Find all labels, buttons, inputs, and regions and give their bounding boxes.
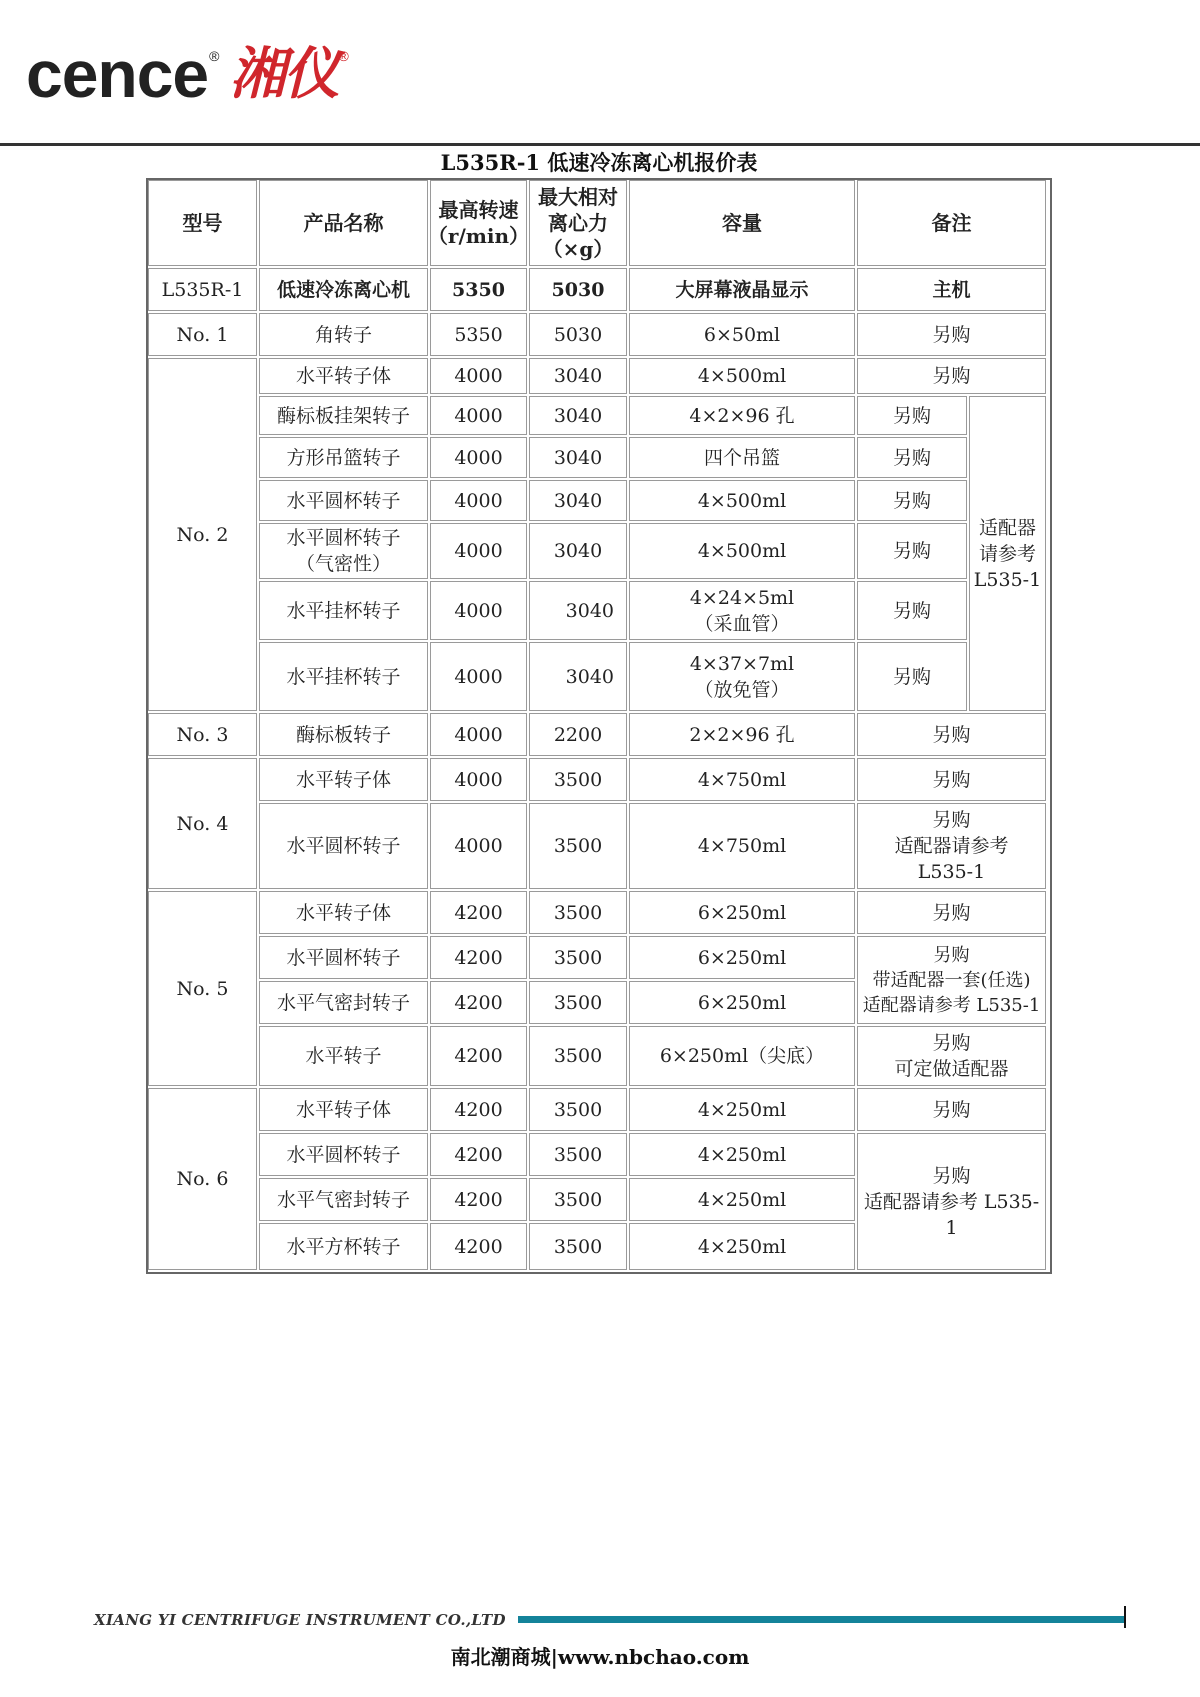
no6-r2-product: 水平圆杯转子	[259, 1133, 428, 1176]
no2-r7-capacity: 4×37×7ml （放免管）	[629, 642, 855, 711]
no4-r2-product: 水平圆杯转子	[259, 803, 428, 889]
no2-r2-remark: 另购	[857, 396, 967, 435]
no5-r3-product: 水平气密封转子	[259, 981, 428, 1024]
no4-r2-rcf: 3500	[529, 803, 627, 889]
price-table	[146, 178, 1052, 1274]
no6-r2-rcf: 3500	[529, 1133, 627, 1176]
no2-r2-speed: 4000	[430, 396, 527, 435]
no6-r1-remark: 另购	[857, 1088, 1046, 1131]
no6-r4-speed: 4200	[430, 1223, 527, 1270]
no2-r4-product: 水平圆杯转子	[259, 480, 428, 521]
no6-r4-rcf: 3500	[529, 1223, 627, 1270]
no2-r1-capacity: 4×500ml	[629, 358, 855, 394]
footer-bar	[518, 1616, 1124, 1623]
no2-r2-product: 酶标板挂架转子	[259, 396, 428, 435]
no1-speed: 5350	[430, 313, 527, 356]
no5-r4-capacity: 6×250ml（尖底）	[629, 1026, 855, 1086]
no2-r2-rcf: 3040	[529, 396, 627, 435]
no1-rcf: 5030	[529, 313, 627, 356]
no5-r1-speed: 4200	[430, 891, 527, 934]
no2-r7-product: 水平挂杯转子	[259, 642, 428, 711]
no6-r1-speed: 4200	[430, 1088, 527, 1131]
host-speed: 5350	[430, 268, 527, 311]
no4-r1-product: 水平转子体	[259, 758, 428, 801]
host-remark: 主机	[857, 268, 1046, 311]
host-product: 低速冷冻离心机	[259, 268, 428, 311]
header-model: 型号	[148, 180, 257, 266]
no2-r5-capacity: 4×500ml	[629, 523, 855, 579]
no5-r1-rcf: 3500	[529, 891, 627, 934]
no5-r3-capacity: 6×250ml	[629, 981, 855, 1024]
no2-r6-remark: 另购	[857, 581, 967, 640]
no2-r6-capacity: 4×24×5ml （采血管）	[629, 581, 855, 640]
no1-model: No. 1	[148, 313, 257, 356]
no5-r2-capacity: 6×250ml	[629, 936, 855, 979]
no4-r1-capacity: 4×750ml	[629, 758, 855, 801]
no4-model: No. 4	[148, 758, 257, 889]
no6-r3-speed: 4200	[430, 1178, 527, 1221]
no5-r1-capacity: 6×250ml	[629, 891, 855, 934]
no4-r2-speed: 4000	[430, 803, 527, 889]
no2-r5-product: 水平圆杯转子 （气密性）	[259, 523, 428, 579]
no6-r2-speed: 4200	[430, 1133, 527, 1176]
no3-speed: 4000	[430, 713, 527, 756]
host-model: L535R-1	[148, 268, 257, 311]
no2-r5-rcf: 3040	[529, 523, 627, 579]
no5-r4-rcf: 3500	[529, 1026, 627, 1086]
footer-tick	[1124, 1606, 1126, 1628]
header-product: 产品名称	[259, 180, 428, 266]
no4-r1-speed: 4000	[430, 758, 527, 801]
no4-r2-remark: 另购 适配器请参考 L535-1	[857, 803, 1046, 889]
no2-model: No. 2	[148, 358, 257, 711]
no6-r1-product: 水平转子体	[259, 1088, 428, 1131]
no1-capacity: 6×50ml	[629, 313, 855, 356]
no2-r5-speed: 4000	[430, 523, 527, 579]
no6-r3-product: 水平气密封转子	[259, 1178, 428, 1221]
page-header	[0, 0, 1200, 146]
no5-r2-rcf: 3500	[529, 936, 627, 979]
page-title: L535R-1 低速冷冻离心机报价表	[440, 150, 758, 175]
no4-r2-capacity: 4×750ml	[629, 803, 855, 889]
no2-r1-speed: 4000	[430, 358, 527, 394]
no5-r4-speed: 4200	[430, 1026, 527, 1086]
footer-site: 南北潮商城|www.nbchao.com	[450, 1645, 750, 1669]
no4-r1-rcf: 3500	[529, 758, 627, 801]
no3-rcf: 2200	[529, 713, 627, 756]
no2-r3-rcf: 3040	[529, 437, 627, 478]
no4-r1-remark: 另购	[857, 758, 1046, 801]
host-rcf: 5030	[529, 268, 627, 311]
no2-r1-rcf: 3040	[529, 358, 627, 394]
header-speed: 最高转速 （r/min）	[430, 180, 527, 266]
registered-mark-2: ®	[338, 48, 349, 64]
no2-r5-remark: 另购	[857, 523, 967, 579]
no3-model: No. 3	[148, 713, 257, 756]
no3-remark: 另购	[857, 713, 1046, 756]
no6-model: No. 6	[148, 1088, 257, 1270]
no2-r6-speed: 4000	[430, 581, 527, 640]
footer-company: XIANG YI CENTRIFUGE INSTRUMENT CO.,LTD	[94, 1611, 506, 1629]
no2-r7-speed: 4000	[430, 642, 527, 711]
no2-r3-product: 方形吊篮转子	[259, 437, 428, 478]
no5-r2-product: 水平圆杯转子	[259, 936, 428, 979]
no6-r4-product: 水平方杯转子	[259, 1223, 428, 1270]
no6-r234-remark: 另购 适配器请参考 L535-1	[857, 1133, 1046, 1270]
header-rcf: 最大相对 离心力 （×g）	[529, 180, 627, 266]
no2-r7-rcf: 3040	[529, 642, 627, 711]
no6-r3-rcf: 3500	[529, 1178, 627, 1221]
no5-r2-speed: 4200	[430, 936, 527, 979]
no5-r3-speed: 4200	[430, 981, 527, 1024]
no2-r4-remark: 另购	[857, 480, 967, 521]
no2-r4-capacity: 4×500ml	[629, 480, 855, 521]
no5-r1-remark: 另购	[857, 891, 1046, 934]
no2-r3-remark: 另购	[857, 437, 967, 478]
no2-r3-capacity: 四个吊篮	[629, 437, 855, 478]
no3-product: 酶标板转子	[259, 713, 428, 756]
no1-remark: 另购	[857, 313, 1046, 356]
brand-logo	[26, 36, 349, 116]
brand-chinese: 湘仪	[229, 41, 338, 107]
host-capacity: 大屏幕液晶显示	[629, 268, 855, 311]
no2-r1-remark: 另购	[857, 358, 1046, 394]
no3-capacity: 2×2×96 孔	[629, 713, 855, 756]
no2-r7-remark: 另购	[857, 642, 967, 711]
registered-mark: ®	[209, 48, 220, 64]
no2-r1-product: 水平转子体	[259, 358, 428, 394]
no2-r2-capacity: 4×2×96 孔	[629, 396, 855, 435]
no5-r3-rcf: 3500	[529, 981, 627, 1024]
no5-r4-product: 水平转子	[259, 1026, 428, 1086]
no2-r4-speed: 4000	[430, 480, 527, 521]
no6-r2-capacity: 4×250ml	[629, 1133, 855, 1176]
header-divider	[0, 143, 1200, 146]
header-capacity: 容量	[629, 180, 855, 266]
brand-latin: cence	[26, 37, 209, 111]
no5-r4-remark: 另购 可定做适配器	[857, 1026, 1046, 1086]
no6-r3-capacity: 4×250ml	[629, 1178, 855, 1221]
no6-r1-rcf: 3500	[529, 1088, 627, 1131]
no5-r23-remark: 另购 带适配器一套(任选) 适配器请参考 L535-1	[857, 936, 1046, 1024]
no6-r4-capacity: 4×250ml	[629, 1223, 855, 1270]
no1-product: 角转子	[259, 313, 428, 356]
no2-r6-rcf: 3040	[529, 581, 627, 640]
no2-r4-rcf: 3040	[529, 480, 627, 521]
no6-r1-capacity: 4×250ml	[629, 1088, 855, 1131]
no2-adapter-note: 适配器 请参考 L535-1	[969, 396, 1046, 711]
no2-r6-product: 水平挂杯转子	[259, 581, 428, 640]
header-remark: 备注	[857, 180, 1046, 266]
no2-r3-speed: 4000	[430, 437, 527, 478]
no5-model: No. 5	[148, 891, 257, 1086]
no5-r1-product: 水平转子体	[259, 891, 428, 934]
